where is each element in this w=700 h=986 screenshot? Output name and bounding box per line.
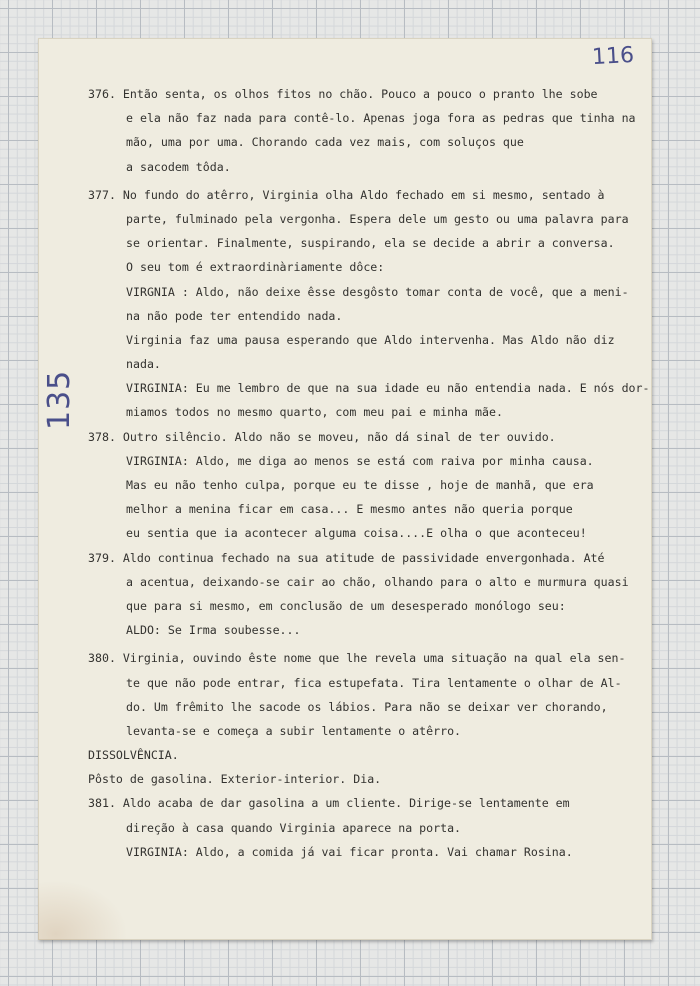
text-line: 378. Outro silêncio. Aldo não se moveu, não dá sinal de ter ouvido. [88, 429, 556, 444]
text-line: VIRGINIA: Eu me lembro de que na sua idade eu não entendia nada. E nós dor- [126, 381, 650, 396]
text-line: O seu tom é extraordinàriamente dôce: [126, 260, 385, 275]
text-line: te que não pode entrar, fica estupefata. Tira lentamente o olhar de Al- [126, 675, 622, 690]
text-line: direção à casa quando Virginia aparece na porta. [126, 820, 462, 835]
text-line: e ela não faz nada para contê-lo. Apenas joga fora as pedras que tinha na [126, 111, 636, 126]
page-number-top: 116 [591, 42, 635, 71]
text-line: parte, fulminado pela vergonha. Espera dele um gesto ou uma palavra para [126, 211, 629, 226]
text-line: 379. Aldo continua fechado na sua atitude de passividade envergonhada. Até [88, 550, 605, 565]
text-line: 381. Aldo acaba de dar gasolina a um cliente. Dirige-se lentamente em [88, 796, 570, 811]
text-line: levanta-se e começa a subir lentamente o atêrro. [126, 723, 462, 738]
text-line: Mas eu não tenho culpa, porque eu te disse , hoje de manhã, que era [126, 478, 594, 492]
text-line: miamos todos no mesmo quarto, com meu pai e minha mãe. [126, 405, 503, 420]
text-line: a acentua, deixando-se cair ao chão, olhando para o alto e murmura quasi [126, 574, 629, 589]
text-line: 377. No fundo do atêrro, Virginia olha Aldo fechado em si mesmo, sentado à [88, 187, 605, 202]
text-line: VIRGINIA: Aldo, me diga ao menos se está com raiva por minha causa. [126, 453, 594, 468]
text-line: melhor a menina ficar em casa... E mesmo antes não queria porque [126, 502, 573, 517]
text-line: ALDO: Se Irma soubesse... [126, 623, 301, 638]
text-line: 376. Então senta, os olhos fitos no chão. Pouco a pouco o pranto lhe sobe [88, 87, 598, 101]
page-number-side: 135 [42, 369, 77, 430]
paper-stain [38, 880, 128, 940]
text-line: VIRGINIA: Aldo, a comida já vai ficar pronta. Vai chamar Rosina. [126, 844, 573, 859]
text-line: que para si mesmo, em conclusão de um desesperado monólogo seu: [126, 598, 566, 613]
text-line: eu sentia que ia acontecer alguma coisa....E olha o que aconteceu! [126, 526, 587, 541]
text-line: na não pode ter entendido nada. [126, 308, 343, 323]
script-text [88, 82, 652, 864]
text-line: se orientar. Finalmente, suspirando, ela se decide a abrir a conversa. [126, 236, 615, 251]
text-line: Pôsto de gasolina. Exterior-interior. Dia. [88, 772, 382, 787]
typed-page [38, 38, 652, 940]
text-line: mão, uma por uma. Chorando cada vez mais, com soluços que [126, 135, 524, 150]
text-line: DISSOLVÊNCIA. [88, 748, 179, 763]
text-line: a sacodem tôda. [126, 159, 231, 174]
text-line: 380. Virginia, ouvindo êste nome que lhe revela uma situação na qual ela sen- [88, 651, 626, 666]
text-line: nada. [126, 357, 161, 372]
text-line: VIRGNIA : Aldo, não deixe êsse desgôsto tomar conta de você, que a meni- [126, 284, 629, 299]
text-line: Virginia faz uma pausa esperando que Aldo intervenha. Mas Aldo não diz [126, 332, 615, 347]
text-line: do. Um frêmito lhe sacode os lábios. Para não se deixar ver chorando, [126, 699, 608, 714]
